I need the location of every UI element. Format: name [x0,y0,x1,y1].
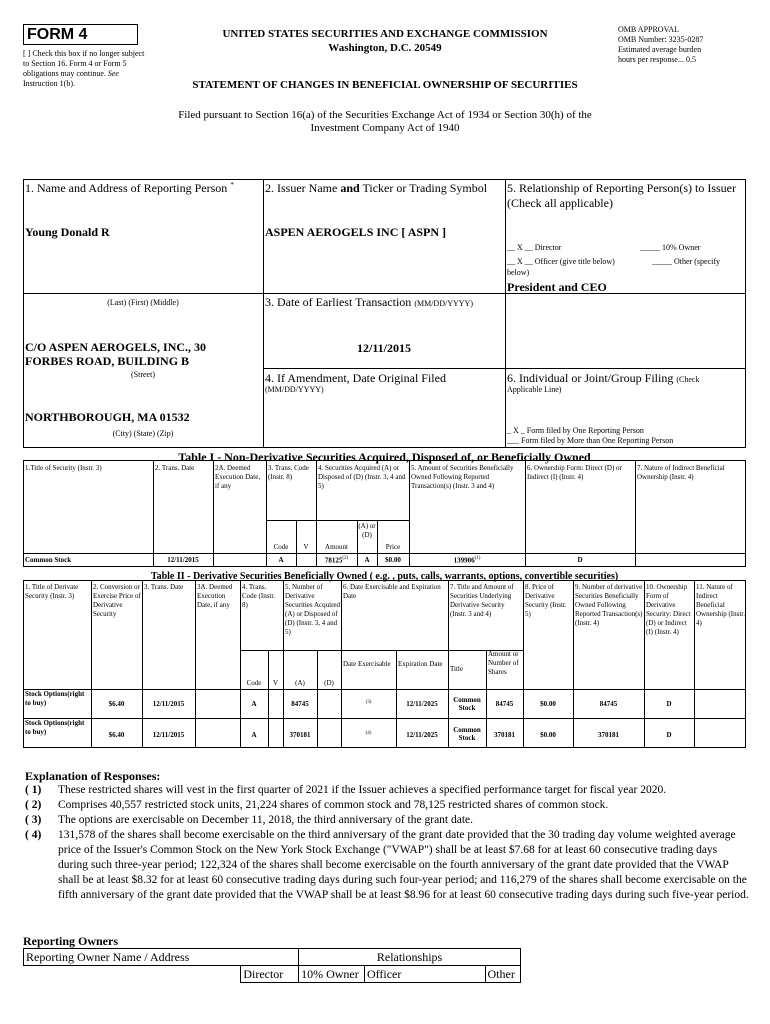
t2-r1-a: 84745 [291,700,309,708]
reporting-owners-table [23,948,521,983]
t2-sub-a: (A) [295,679,305,687]
t1-form: D [577,556,583,564]
ro-col-director: Director [241,966,299,983]
t1-code: A [278,556,284,564]
t2-r2-exercisable: (4) [365,731,372,736]
ro-col-ten-percent: 10% Owner [299,966,365,983]
t2-sub-exercisable: Date Exercisable [343,660,391,668]
t1-sub-v: V [303,543,309,551]
t2-sub-title: Title [450,665,463,673]
t2-r2-security: Stock Options(right to buy) [25,719,85,736]
street-caption: (Street) [131,370,155,379]
t2-r1-price: $6.40 [108,700,125,708]
relationship-ten-percent-owner[interactable]: _____ 10% Owner [640,243,701,252]
statement-title: STATEMENT OF CHANGES IN BENEFICIAL OWNERSHIP OF SECURITIES [192,79,578,91]
form-title: FORM 4 [27,26,88,43]
t2-r2-code: A [251,731,257,739]
box6-label: 6. Individual or Joint/Group Filing (Check [507,371,700,385]
issuer-name: ASPEN AEROGELS INC [ ASPN ] [265,225,447,239]
t1-sub-code: Code [273,543,289,551]
t2-h7: 7. Title and Amount of Securities Underlying Derivative Security (Instr. 3 and 4) [450,583,514,618]
filed-pursuant-note: Filed pursuant to Section 16(a) of the Securities Exchange Act of 1934 or Section 30(h) of the Investment Company Act of 1940 [178,109,592,134]
t1-aord: A [364,556,370,564]
agency-name: UNITED STATES SECURITIES AND EXCHANGE COMMISSION [222,28,548,40]
filing-option-multiple-persons[interactable]: ___ Form filed by More than One Reporting Person [507,436,674,445]
t2-h3a: 3A. Deemed Execution Date, if any [197,583,233,609]
t2-h3: 3. Trans. Date [144,583,184,591]
t1-h5: 5. Amount of Securities Beneficially Owned Following Reported Transaction(s) (Instr. 3 and 4) [411,464,514,490]
t2-h10: 10. Ownership Form of Derivative Security: Direct (D) or Indirect (I) (Instr. 4) [646,583,691,636]
t2-r2-date: 12/11/2015 [152,731,185,739]
ro-col-relationships: Relationships [299,949,521,966]
explanation-item: ( 1) These restricted shares will vest in the first quarter of 2021 if the Issuer achieves a specified performance target for fiscal year 2020. [25,784,667,796]
box4-label: 4. If Amendment, Date Original Filed [265,371,446,385]
t1-h2a: 2A. Deemed Execution Date, if any [215,464,261,490]
t1-h2: 2. Trans. Date [155,464,195,472]
t1-sub-price: Price [385,543,401,551]
reporting-person-street: C/O ASPEN AEROGELS, INC., 30 FORBES ROAD, BUILDING B [25,340,207,368]
t2-sub-amount: Amount or Number of Shares [488,650,519,676]
ro-col-officer: Officer [364,966,485,983]
explanation-item: ( 2) Comprises 40,557 restricted stock units, 21,224 shares of common stock and 78,125 restricted shares of common stock. [25,799,609,811]
t2-h9: 9. Number of derivative Securities Beneficially Owned Following Reported Transaction(s) (Instr. 4) [575,583,643,627]
t1-date: 12/11/2015 [167,556,199,564]
name-caption: (Last) (First) (Middle) [107,298,179,307]
t1-owned: 139906$^{(1)}$ [453,556,481,565]
filing-option-one-person[interactable]: _ X _ Form filed by One Reporting Person [507,426,644,435]
t2-h4: 4. Trans. Code (Instr. 8) [242,583,276,609]
box2-label: 2. Issuer Name and Ticker or Trading Symbol [265,181,488,195]
ro-col-name: Reporting Owner Name / Address [24,949,299,966]
explanation-item: ( 3) The options are exercisable on December 11, 2018, the third anniversary of the grant date. [25,814,474,826]
city-caption: (City) (State) (Zip) [112,429,174,438]
t1-h1: 1.Title of Security (Instr. 3) [25,464,102,472]
t1-h7: 7. Nature of Indirect Beneficial Ownership (Instr. 4) [637,464,725,481]
t2-r2-title: Common Stock [453,726,481,742]
t2-r1-code: A [251,700,257,708]
box1-label: 1. Name and Address of Reporting Person * [25,181,234,195]
box4-format: (MM/DD/YYYY) [265,385,324,394]
t2-r2-price: $6.40 [108,731,125,739]
top-grid [23,179,746,448]
t2-r1-deriv-price: $0.00 [540,700,556,708]
relationship-other[interactable]: _____ Other (specify [652,257,720,266]
relationship-director[interactable]: __ X __ Director [507,243,562,252]
table1-title: Table I - Non-Derivative Securities Acquired, Disposed of, or Beneficially Owned [178,450,591,464]
t1-sub-aord: (A) or (D) [358,522,376,539]
t1-price: $0.00 [385,556,401,564]
reporting-person-name: Young Donald R [25,225,110,239]
t1-amount: 78125$^{(2)}$ [324,556,349,565]
officer-title: President and CEO [507,280,607,294]
reporting-person-city: NORTHBOROUGH, MA 01532 [25,410,190,424]
box3-label: 3. Date of Earliest Transaction (MM/DD/YYYY) [265,295,473,309]
explanation-title: Explanation of Responses: [25,769,161,783]
t2-r2-a: 370181 [289,731,311,739]
t2-h11: 11. Nature of Indirect Beneficial Ownership (Instr. 4) [696,583,745,627]
t2-h8: 8. Price of Derivative Security (Instr. 5) [525,583,567,618]
t2-r1-form: D [666,700,672,708]
t2-h2: 2. Conversion or Exercise Price of Derivative Security [93,583,141,618]
box5-label: 5. Relationship of Reporting Person(s) to Issuer (Check all applicable) [507,181,736,210]
form-title-box [23,24,138,45]
t2-r1-title: Common Stock [453,696,481,712]
t2-r1-expiration: 12/11/2025 [406,700,438,708]
earliest-transaction-date: 12/11/2015 [356,341,411,355]
t2-sub-expiration: Expiration Date [398,660,443,668]
ro-col-other: Other [485,966,521,983]
table2-title: Table II - Derivative Securities Beneficially Owned ( e.g. , puts, calls, warrants, options, convertible securities) [150,571,619,582]
t2-sub-d: (D) [324,679,334,687]
t2-r1-exercisable: (3) [365,700,372,705]
reporting-owners-title: Reporting Owners [23,934,118,948]
explanation-list [25,783,750,903]
box6-applicable: Applicable Line) [507,385,562,394]
t2-r1-shares: 84745 [495,700,514,708]
t2-r2-shares: 370181 [494,731,515,739]
relationship-officer[interactable]: __ X __ Officer (give title below) [507,257,615,266]
t2-r2-expiration: 12/11/2025 [406,731,438,739]
t2-r2-form: D [666,731,672,739]
t2-sub-v: V [272,679,279,687]
omb-approval: OMB APPROVAL OMB Number: 3235-0287 Estimated average burden hours per response... 0.5 [618,25,704,64]
t2-r1-date: 12/11/2015 [152,700,185,708]
agency-address: Washington, D.C. 20549 [328,42,442,54]
t2-r1-security: Stock Options(right to buy) [25,690,85,707]
relationship-below: below) [507,268,530,277]
t2-r2-owned: 370181 [598,731,619,739]
t1-sub-amount: Amount [325,543,348,551]
t2-h6: 6. Date Exercisable and Expiration Date [343,583,441,600]
t1-h6: 6. Ownership Form: Direct (D) or Indirect (I) (Instr. 4) [527,464,622,481]
t2-h5: 5. Number of Derivative Securities Acquired (A) or Disposed of (D) (Instr. 3, 4 and 5) [285,583,341,636]
t1-h3: 3. Trans. Code (Instr. 8) [268,464,309,481]
t2-h1: 1. Title of Derivate Security (Instr. 3) [25,583,79,600]
t1-h4: 4. Securities Acquired (A) or Disposed of (D) (Instr. 3, 4 and 5) [318,464,406,490]
t2-r2-deriv-price: $0.00 [540,731,556,739]
t2-r1-owned: 84745 [599,700,618,708]
explanation-item: ( 4) 131,578 of the shares shall become exercisable on the third anniversary of the grant date provided that the 30 trading day volume weighted average price of the Issuer's Common Stock on the New York Stock Exchange ("VWAP") shall be at least $7.68 for at least 60 consecutive trading days during such three-year period; 122,324 of the shares shall become exercisable on the fourth anniversary of the grant date provided that the VWAP shall be at least $8.32 for at least 60 consecutive trading days during such four-year period; and 116,279 of the shares shall become exercisable on the fifth anniversary of the grant date provided that the VWAP shall be at least $8.96 for at least 60 consecutive trading days during such five-year period. [25,829,749,901]
t2-sub-code: Code [246,679,262,687]
no-longer-subject-checkbox-text[interactable]: [ ] Check this box if no longer subject to Section 16. Form 4 or Form 5 obligations may continue. See Instruction 1(b). [23,49,145,88]
t1-security: Common Stock [25,556,72,564]
